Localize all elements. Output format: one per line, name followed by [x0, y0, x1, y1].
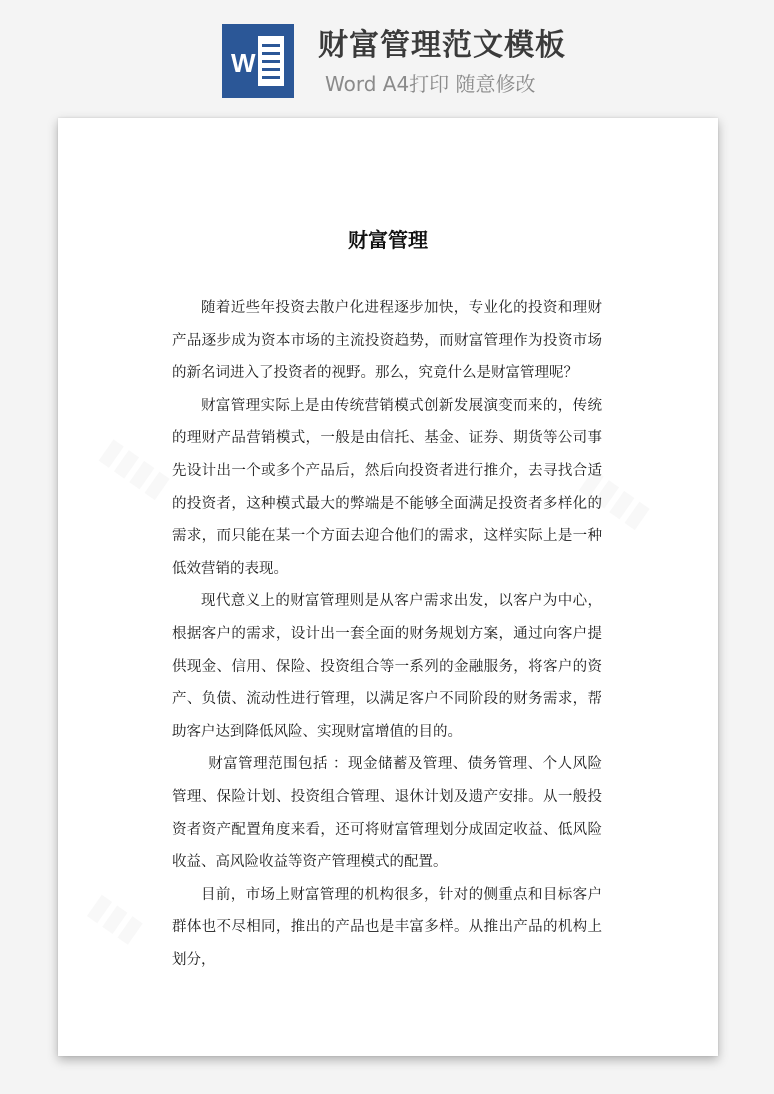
paragraph: 现代意义上的财富管理则是从客户需求出发，以客户为中心，根据客户的需求，设计出一套全面的财务规划方案，通过向客户提供现金、信用、保险、投资组合等一系列的金融服务，将客户的资产、负债、流动性进行管理，以满足客户不同阶段的财务需求，帮助客户达到降低风险、实现财富增值的目的。 [172, 593, 602, 740]
document-body [172, 292, 602, 976]
banner-title: 财富管理范文模板 [318, 28, 566, 63]
watermark: ▮▮▮ [81, 885, 151, 951]
watermark: ▮▮▮▮ [573, 460, 658, 536]
document-page [58, 118, 718, 1056]
document-title: 财富管理 [348, 228, 428, 252]
paragraph: 目前，市场上财富管理的机构很多，针对的侧重点和目标客户群体也不尽相同，推出的产品也是丰富多样。从推出产品的机构上划分， [172, 886, 602, 968]
paragraph: 财富管理范围包括 ：现金储蓄及管理、债务管理、个人风险管理、保险计划、投资组合管理、退休计划及遗产安排。从一般投资者资产配置角度来看，还可将财富管理划分成固定收益、低风险收益、高风险收益等资产管理模式的配置。 [172, 756, 602, 871]
watermark: ▮▮▮▮ [93, 430, 178, 506]
word-logo-icon [222, 24, 294, 98]
template-banner [0, 0, 774, 110]
paragraph: 随着近些年投资去散户化进程逐步加快，专业化的投资和理财产品逐步成为资本市场的主流投资趋势，而财富管理作为投资市场的新名词进入了投资者的视野。那么，究竟什么是财富管理呢？ [172, 300, 602, 382]
banner-subtitle: Word A4打印 随意修改 [325, 72, 536, 96]
word-logo-letter: W [231, 48, 256, 78]
paragraph: 财富管理实际上是由传统营销模式创新发展演变而来的，传统的理财产品营销模式，一般是由信托、基金、证券、期货等公司事先设计出一个或多个产品后，然后向投资者进行推介，去寻找合适的投资者，这种模式最大的弊端是不能够全面满足投资者多样化的需求，而只能在某一个方面去迎合他们的需求，这样实际上是一种低效营销的表现。 [172, 397, 602, 577]
